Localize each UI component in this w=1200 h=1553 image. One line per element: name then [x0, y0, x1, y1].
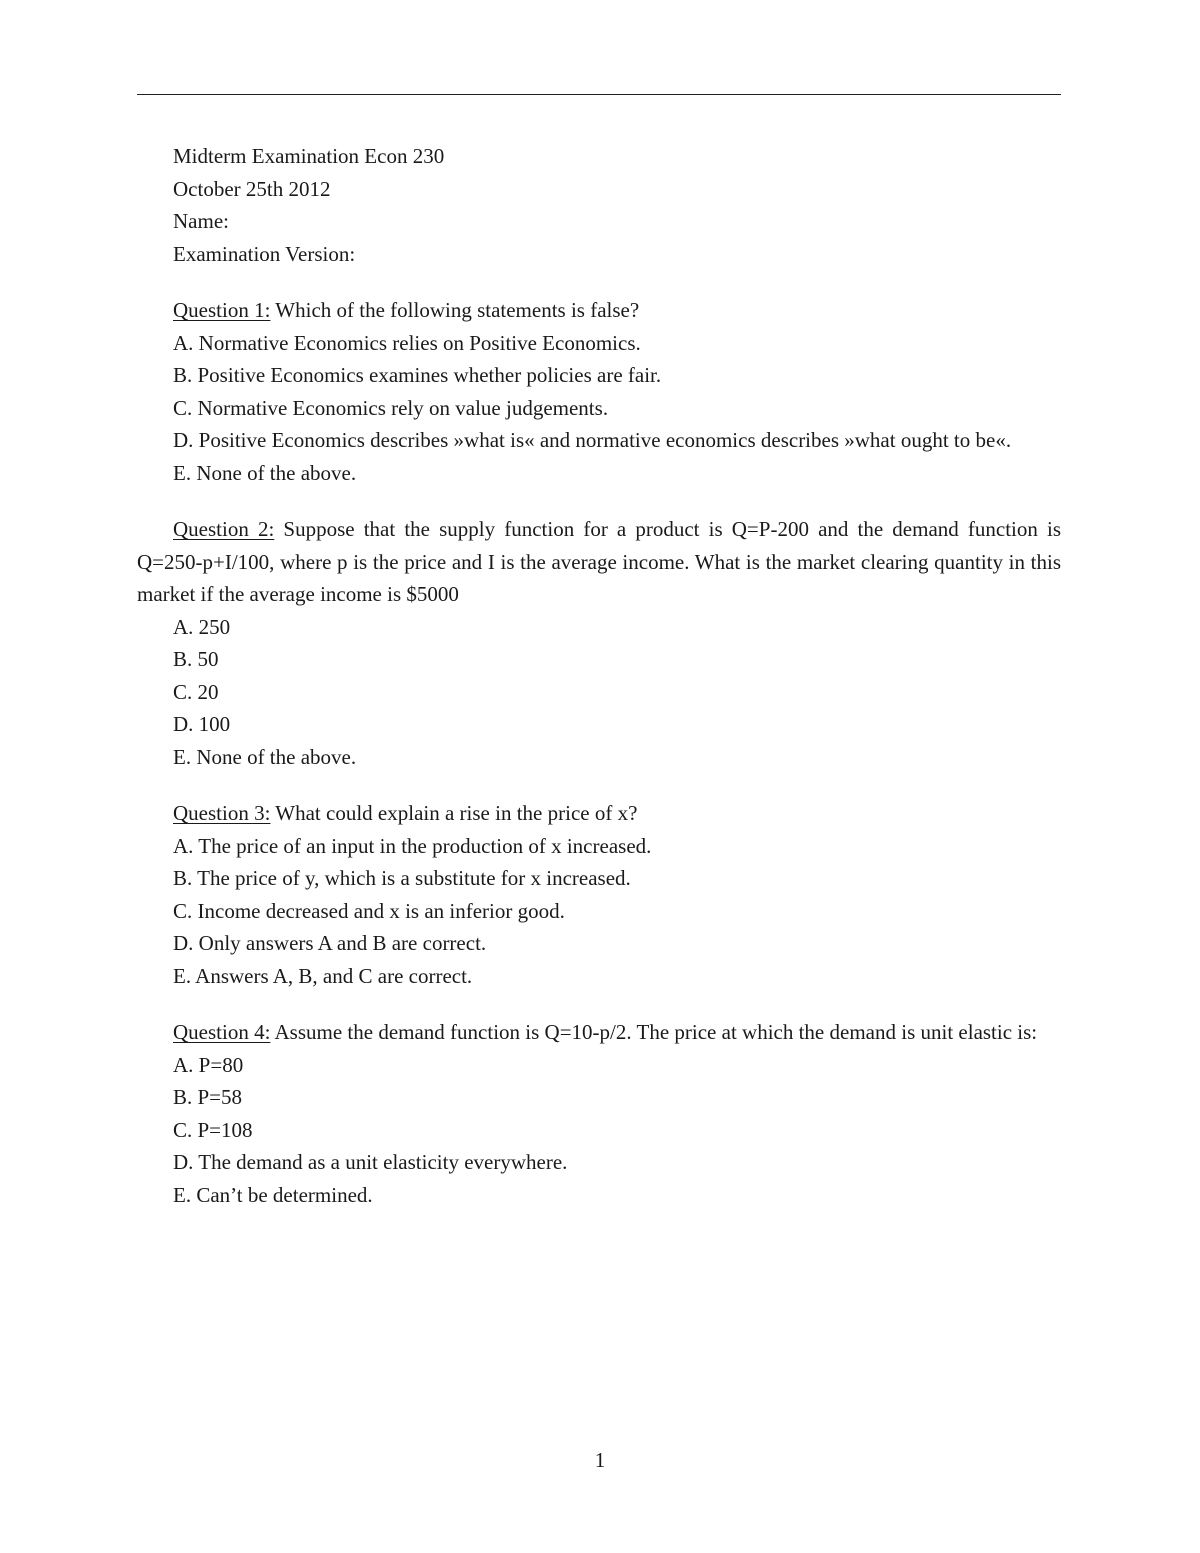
version-label: Examination Version:: [173, 241, 356, 266]
question-3-text: What could explain a rise in the price of x?: [270, 801, 638, 825]
top-rule: [137, 94, 1061, 95]
question-1-label: Question 1:: [173, 298, 271, 322]
exam-content: [137, 140, 1061, 1211]
question-4-label: Question 4:: [173, 1020, 271, 1044]
question-4-option-e: E. Can’t be determined.: [173, 1182, 373, 1207]
question-1-option-a: A. Normative Economics relies on Positive Economics.: [173, 330, 641, 355]
name-label: Name:: [173, 209, 229, 233]
question-2-text: Suppose that the supply function for a product is Q=P-200 and the demand function is Q=250-p+I/100, where p is the price and I is the average income. What is the market clearing quantity in this market if the average income is $5000: [137, 517, 1061, 606]
question-2-option-a: A. 250: [173, 614, 231, 639]
question-2-label: Question 2:: [173, 517, 275, 541]
question-2-option-c: C. 20: [173, 679, 219, 704]
exam-title: Midterm Examination Econ 230: [173, 144, 445, 168]
question-3-option-e: E. Answers A, B, and C are correct.: [173, 963, 473, 988]
question-3-option-c: C. Income decreased and x is an inferior good.: [173, 898, 565, 923]
question-3-prompt: [137, 797, 1061, 830]
question-4-option-d: D. The demand as a unit elasticity everywhere.: [173, 1150, 568, 1174]
question-1-prompt: [137, 294, 1061, 327]
question-1-option-d: D. Positive Economics describes »what is« and normative economics describes »what ought to be«.: [173, 428, 1012, 452]
question-1-option-e: E. None of the above.: [173, 460, 357, 485]
question-2-option-b: B. 50: [173, 647, 219, 671]
page-number: 1: [594, 1448, 606, 1472]
question-4-prompt: [137, 1016, 1061, 1049]
question-4-option-c: C. P=108: [173, 1117, 253, 1142]
question-2-option-e: E. None of the above.: [173, 744, 357, 769]
question-3-option-a: A. The price of an input in the production of x increased.: [173, 833, 652, 858]
question-3-option-b: B. The price of y, which is a substitute for x increased.: [173, 866, 631, 890]
question-1-text: Which of the following statements is false?: [270, 298, 640, 322]
question-2-prompt: [137, 513, 1061, 611]
question-3-option-d: D. Only answers A and B are correct.: [173, 931, 487, 955]
question-4-text: Assume the demand function is Q=10-p/2. The price at which the demand is unit elastic is:: [270, 1020, 1038, 1044]
question-4-option-b: B. P=58: [173, 1085, 243, 1109]
question-1-option-b: B. Positive Economics examines whether policies are fair.: [173, 363, 662, 387]
question-2-option-d: D. 100: [173, 712, 231, 736]
question-1-option-c: C. Normative Economics rely on value judgements.: [173, 395, 609, 420]
question-3-label: Question 3:: [173, 801, 271, 825]
question-4-option-a: A. P=80: [173, 1052, 244, 1077]
exam-date: October 25th 2012: [173, 176, 331, 201]
